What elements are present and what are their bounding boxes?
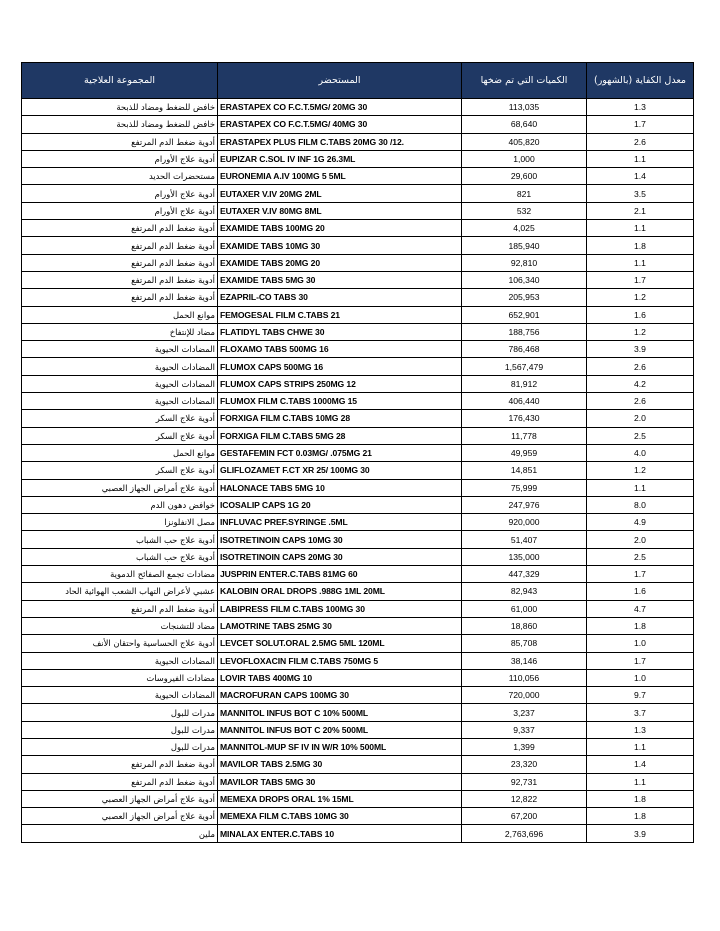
cell-sufficiency-rate: 1.1 — [587, 738, 694, 755]
table-row — [22, 271, 694, 288]
table-row — [22, 721, 694, 738]
cell-product: GLIFLOZAMET F.CT XR 25/ 100MG 30 — [218, 462, 462, 479]
cell-quantity: 205,953 — [462, 289, 587, 306]
cell-quantity: 75,999 — [462, 479, 587, 496]
cell-sufficiency-rate: 1.8 — [587, 237, 694, 254]
cell-quantity: 49,959 — [462, 444, 587, 461]
cell-product: MACROFURAN CAPS 100MG 30 — [218, 687, 462, 704]
cell-product: LAMOTRINE TABS 25MG 30 — [218, 617, 462, 634]
cell-quantity: 38,146 — [462, 652, 587, 669]
cell-product: JUSPRIN ENTER.C.TABS 81MG 60 — [218, 566, 462, 583]
cell-quantity: 185,940 — [462, 237, 587, 254]
cell-sufficiency-rate: 4.2 — [587, 375, 694, 392]
cell-product: EXAMIDE TABS 20MG 20 — [218, 254, 462, 271]
cell-sufficiency-rate: 2.6 — [587, 133, 694, 150]
cell-product: EURONEMIA A.IV 100MG 5 5ML — [218, 168, 462, 185]
cell-quantity: 110,056 — [462, 669, 587, 686]
cell-sufficiency-rate: 2.6 — [587, 358, 694, 375]
cell-therapeutic-group: مدرات للبول — [22, 738, 218, 755]
cell-quantity: 4,025 — [462, 220, 587, 237]
cell-quantity: 23,320 — [462, 756, 587, 773]
table-row — [22, 773, 694, 790]
table-row — [22, 635, 694, 652]
table-row — [22, 756, 694, 773]
cell-therapeutic-group: خافض للضغط ومضاد للذبحة — [22, 99, 218, 116]
cell-sufficiency-rate: 1.7 — [587, 566, 694, 583]
cell-product: ERASTAPEX CO F.C.T.5MG/ 20MG 30 — [218, 99, 462, 116]
table-row — [22, 168, 694, 185]
cell-sufficiency-rate: 1.1 — [587, 773, 694, 790]
cell-sufficiency-rate: 2.1 — [587, 202, 694, 219]
table-row — [22, 375, 694, 392]
cell-sufficiency-rate: 1.4 — [587, 756, 694, 773]
cell-therapeutic-group: أدوية علاج الأورام — [22, 185, 218, 202]
table-row — [22, 617, 694, 634]
cell-product: ERASTAPEX PLUS FILM C.TABS 20MG 30 /12. — [218, 133, 462, 150]
cell-sufficiency-rate: 1.3 — [587, 99, 694, 116]
cell-therapeutic-group: خافض للضغط ومضاد للذبحة — [22, 116, 218, 133]
table-row — [22, 237, 694, 254]
cell-product: EZAPRIL-CO TABS 30 — [218, 289, 462, 306]
cell-therapeutic-group: موانع الحمل — [22, 306, 218, 323]
cell-product: FLUMOX FILM C.TABS 1000MG 15 — [218, 393, 462, 410]
cell-product: ERASTAPEX CO F.C.T.5MG/ 40MG 30 — [218, 116, 462, 133]
cell-therapeutic-group: أدوية علاج الأورام — [22, 150, 218, 167]
cell-sufficiency-rate: 1.3 — [587, 721, 694, 738]
cell-quantity: 14,851 — [462, 462, 587, 479]
cell-quantity: 652,901 — [462, 306, 587, 323]
cell-quantity: 1,567,479 — [462, 358, 587, 375]
cell-therapeutic-group: المضادات الحيوية — [22, 687, 218, 704]
cell-product: ICOSALIP CAPS 1G 20 — [218, 496, 462, 513]
table-row — [22, 202, 694, 219]
header-therapeutic-group: المجموعة العلاجية — [22, 63, 218, 99]
cell-therapeutic-group: خوافض دهون الدم — [22, 496, 218, 513]
cell-product: MANNITOL INFUS BOT C 10% 500ML — [218, 704, 462, 721]
cell-quantity: 51,407 — [462, 531, 587, 548]
cell-therapeutic-group: المضادات الحيوية — [22, 358, 218, 375]
cell-product: MEMEXA FILM C.TABS 10MG 30 — [218, 808, 462, 825]
cell-quantity: 61,000 — [462, 600, 587, 617]
header-sufficiency-months: معدل الكفاية (بالشهور) — [587, 63, 694, 99]
cell-therapeutic-group: أدوية ضغط الدم المرتفع — [22, 271, 218, 288]
table-row — [22, 254, 694, 271]
cell-sufficiency-rate: 2.5 — [587, 548, 694, 565]
cell-quantity: 9,337 — [462, 721, 587, 738]
cell-sufficiency-rate: 1.8 — [587, 617, 694, 634]
cell-product: MAVILOR TABS 2.5MG 30 — [218, 756, 462, 773]
cell-quantity: 135,000 — [462, 548, 587, 565]
cell-quantity: 247,976 — [462, 496, 587, 513]
table-row — [22, 479, 694, 496]
cell-quantity: 85,708 — [462, 635, 587, 652]
cell-sufficiency-rate: 1.8 — [587, 808, 694, 825]
cell-sufficiency-rate: 2.6 — [587, 393, 694, 410]
cell-therapeutic-group: المضادات الحيوية — [22, 375, 218, 392]
cell-product: FLATIDYL TABS CHWE 30 — [218, 323, 462, 340]
cell-therapeutic-group: أدوية ضغط الدم المرتفع — [22, 289, 218, 306]
cell-product: FLUMOX CAPS 500MG 16 — [218, 358, 462, 375]
table-row — [22, 687, 694, 704]
cell-quantity: 447,329 — [462, 566, 587, 583]
cell-sufficiency-rate: 2.0 — [587, 531, 694, 548]
cell-product: EUTAXER V.IV 20MG 2ML — [218, 185, 462, 202]
cell-quantity: 92,731 — [462, 773, 587, 790]
cell-therapeutic-group: مصل الانفلونزا — [22, 514, 218, 531]
cell-product: FEMOGESAL FILM C.TABS 21 — [218, 306, 462, 323]
cell-quantity: 176,430 — [462, 410, 587, 427]
table-header-row — [22, 63, 694, 99]
cell-sufficiency-rate: 1.6 — [587, 306, 694, 323]
cell-product: LABIPRESS FILM C.TABS 100MG 30 — [218, 600, 462, 617]
table-row — [22, 548, 694, 565]
cell-quantity: 67,200 — [462, 808, 587, 825]
cell-quantity: 188,756 — [462, 323, 587, 340]
cell-quantity: 920,000 — [462, 514, 587, 531]
table-row — [22, 790, 694, 807]
cell-product: INFLUVAC PREF.SYRINGE .5ML — [218, 514, 462, 531]
cell-therapeutic-group: مستحضرات الحديد — [22, 168, 218, 185]
table-row — [22, 393, 694, 410]
cell-therapeutic-group: أدوية علاج حب الشباب — [22, 548, 218, 565]
cell-quantity: 113,035 — [462, 99, 587, 116]
cell-therapeutic-group: المضادات الحيوية — [22, 652, 218, 669]
cell-quantity: 68,640 — [462, 116, 587, 133]
cell-quantity: 11,778 — [462, 427, 587, 444]
cell-quantity: 532 — [462, 202, 587, 219]
cell-therapeutic-group: أدوية ضغط الدم المرتفع — [22, 220, 218, 237]
cell-product: MINALAX ENTER.C.TABS 10 — [218, 825, 462, 842]
cell-sufficiency-rate: 2.0 — [587, 410, 694, 427]
cell-therapeutic-group: مضادات تجمع الصفائح الدموية — [22, 566, 218, 583]
cell-therapeutic-group: أدوية علاج أمراض الجهاز العصبي — [22, 479, 218, 496]
table-row — [22, 427, 694, 444]
table-row — [22, 825, 694, 842]
cell-sufficiency-rate: 3.9 — [587, 341, 694, 358]
cell-quantity: 3,237 — [462, 704, 587, 721]
cell-therapeutic-group: أدوية ضغط الدم المرتفع — [22, 773, 218, 790]
cell-quantity: 92,810 — [462, 254, 587, 271]
cell-quantity: 81,912 — [462, 375, 587, 392]
cell-product: EXAMIDE TABS 10MG 30 — [218, 237, 462, 254]
cell-sufficiency-rate: 3.9 — [587, 825, 694, 842]
cell-product: MAVILOR TABS 5MG 30 — [218, 773, 462, 790]
cell-therapeutic-group: أدوية ضغط الدم المرتفع — [22, 133, 218, 150]
table-row — [22, 566, 694, 583]
cell-therapeutic-group: أدوية علاج أمراض الجهاز العصبي — [22, 808, 218, 825]
cell-quantity: 720,000 — [462, 687, 587, 704]
cell-sufficiency-rate: 1.2 — [587, 462, 694, 479]
cell-sufficiency-rate: 3.5 — [587, 185, 694, 202]
cell-therapeutic-group: أدوية علاج حب الشباب — [22, 531, 218, 548]
table-row — [22, 496, 694, 513]
header-quantity-pumped: الكميات التي تم ضخها — [462, 63, 587, 99]
cell-therapeutic-group: أدوية ضغط الدم المرتفع — [22, 600, 218, 617]
table-row — [22, 116, 694, 133]
cell-quantity: 18,860 — [462, 617, 587, 634]
cell-product: EXAMIDE TABS 5MG 30 — [218, 271, 462, 288]
cell-therapeutic-group: أدوية علاج الحساسية واحتقان الأنف — [22, 635, 218, 652]
table-row — [22, 444, 694, 461]
table-row — [22, 289, 694, 306]
cell-sufficiency-rate: 4.0 — [587, 444, 694, 461]
cell-product: KALOBIN ORAL DROPS .988G 1ML 20ML — [218, 583, 462, 600]
cell-product: MEMEXA DROPS ORAL 1% 15ML — [218, 790, 462, 807]
cell-therapeutic-group: مضاد للتشنجات — [22, 617, 218, 634]
cell-quantity: 29,600 — [462, 168, 587, 185]
table-row — [22, 410, 694, 427]
cell-product: EUPIZAR C.SOL IV INF 1G 26.3ML — [218, 150, 462, 167]
cell-sufficiency-rate: 1.2 — [587, 289, 694, 306]
cell-product: LEVCET SOLUT.ORAL 2.5MG 5ML 120ML — [218, 635, 462, 652]
table-body — [22, 99, 694, 843]
cell-quantity: 106,340 — [462, 271, 587, 288]
cell-quantity: 12,822 — [462, 790, 587, 807]
cell-product: FORXIGA FILM C.TABS 5MG 28 — [218, 427, 462, 444]
cell-quantity: 1,399 — [462, 738, 587, 755]
cell-therapeutic-group: أدوية ضغط الدم المرتفع — [22, 254, 218, 271]
cell-sufficiency-rate: 1.1 — [587, 479, 694, 496]
cell-product: FORXIGA FILM C.TABS 10MG 28 — [218, 410, 462, 427]
table-row — [22, 462, 694, 479]
cell-product: LOVIR TABS 400MG 10 — [218, 669, 462, 686]
cell-therapeutic-group: عشبي لأعراض التهاب الشعب الهوائية الحاد — [22, 583, 218, 600]
medicines-table-container — [21, 62, 693, 843]
cell-quantity: 406,440 — [462, 393, 587, 410]
cell-sufficiency-rate: 1.2 — [587, 323, 694, 340]
cell-therapeutic-group: أدوية ضغط الدم المرتفع — [22, 756, 218, 773]
medicines-table — [21, 62, 694, 843]
cell-therapeutic-group: المضادات الحيوية — [22, 341, 218, 358]
cell-quantity: 82,943 — [462, 583, 587, 600]
cell-sufficiency-rate: 1.1 — [587, 254, 694, 271]
table-row — [22, 358, 694, 375]
table-row — [22, 133, 694, 150]
cell-sufficiency-rate: 2.5 — [587, 427, 694, 444]
cell-therapeutic-group: مضادات الفيروسات — [22, 669, 218, 686]
table-row — [22, 220, 694, 237]
table-row — [22, 669, 694, 686]
table-row — [22, 323, 694, 340]
table-row — [22, 306, 694, 323]
cell-sufficiency-rate: 1.6 — [587, 583, 694, 600]
cell-sufficiency-rate: 1.7 — [587, 116, 694, 133]
table-row — [22, 514, 694, 531]
cell-product: FLUMOX CAPS STRIPS 250MG 12 — [218, 375, 462, 392]
cell-product: HALONACE TABS 5MG 10 — [218, 479, 462, 496]
table-row — [22, 150, 694, 167]
cell-sufficiency-rate: 8.0 — [587, 496, 694, 513]
table-row — [22, 185, 694, 202]
cell-sufficiency-rate: 1.7 — [587, 652, 694, 669]
table-row — [22, 583, 694, 600]
cell-therapeutic-group: أدوية علاج أمراض الجهاز العصبي — [22, 790, 218, 807]
table-row — [22, 99, 694, 116]
cell-sufficiency-rate: 1.8 — [587, 790, 694, 807]
cell-sufficiency-rate: 4.9 — [587, 514, 694, 531]
table-row — [22, 652, 694, 669]
cell-quantity: 405,820 — [462, 133, 587, 150]
table-row — [22, 600, 694, 617]
cell-therapeutic-group: موانع الحمل — [22, 444, 218, 461]
cell-sufficiency-rate: 1.0 — [587, 669, 694, 686]
cell-sufficiency-rate: 3.7 — [587, 704, 694, 721]
cell-product: EUTAXER V.IV 80MG 8ML — [218, 202, 462, 219]
cell-therapeutic-group: ملين — [22, 825, 218, 842]
cell-product: ISOTRETINOIN CAPS 10MG 30 — [218, 531, 462, 548]
cell-product: MANNITOL INFUS BOT C 20% 500ML — [218, 721, 462, 738]
cell-quantity: 2,763,696 — [462, 825, 587, 842]
header-product: المستحضر — [218, 63, 462, 99]
table-row — [22, 341, 694, 358]
cell-sufficiency-rate: 1.1 — [587, 150, 694, 167]
cell-product: ISOTRETINOIN CAPS 20MG 30 — [218, 548, 462, 565]
cell-therapeutic-group: أدوية علاج السكر — [22, 427, 218, 444]
cell-sufficiency-rate: 1.1 — [587, 220, 694, 237]
cell-sufficiency-rate: 4.7 — [587, 600, 694, 617]
cell-sufficiency-rate: 1.7 — [587, 271, 694, 288]
cell-therapeutic-group: المضادات الحيوية — [22, 393, 218, 410]
table-row — [22, 808, 694, 825]
cell-quantity: 821 — [462, 185, 587, 202]
cell-therapeutic-group: أدوية علاج الأورام — [22, 202, 218, 219]
cell-therapeutic-group: مضاد للإنتفاخ — [22, 323, 218, 340]
cell-therapeutic-group: أدوية علاج السكر — [22, 410, 218, 427]
cell-quantity: 1,000 — [462, 150, 587, 167]
cell-therapeutic-group: مدرات للبول — [22, 704, 218, 721]
cell-therapeutic-group: مدرات للبول — [22, 721, 218, 738]
cell-product: FLOXAMO TABS 500MG 16 — [218, 341, 462, 358]
cell-sufficiency-rate: 1.0 — [587, 635, 694, 652]
table-row — [22, 531, 694, 548]
cell-product: GESTAFEMIN FCT 0.03MG/ .075MG 21 — [218, 444, 462, 461]
cell-therapeutic-group: أدوية ضغط الدم المرتفع — [22, 237, 218, 254]
cell-product: EXAMIDE TABS 100MG 20 — [218, 220, 462, 237]
cell-product: LEVOFLOXACIN FILM C.TABS 750MG 5 — [218, 652, 462, 669]
table-row — [22, 704, 694, 721]
cell-quantity: 786,468 — [462, 341, 587, 358]
cell-sufficiency-rate: 9.7 — [587, 687, 694, 704]
cell-sufficiency-rate: 1.4 — [587, 168, 694, 185]
cell-therapeutic-group: أدوية علاج السكر — [22, 462, 218, 479]
cell-product: MANNITOL-MUP SF IV IN W/R 10% 500ML — [218, 738, 462, 755]
table-row — [22, 738, 694, 755]
